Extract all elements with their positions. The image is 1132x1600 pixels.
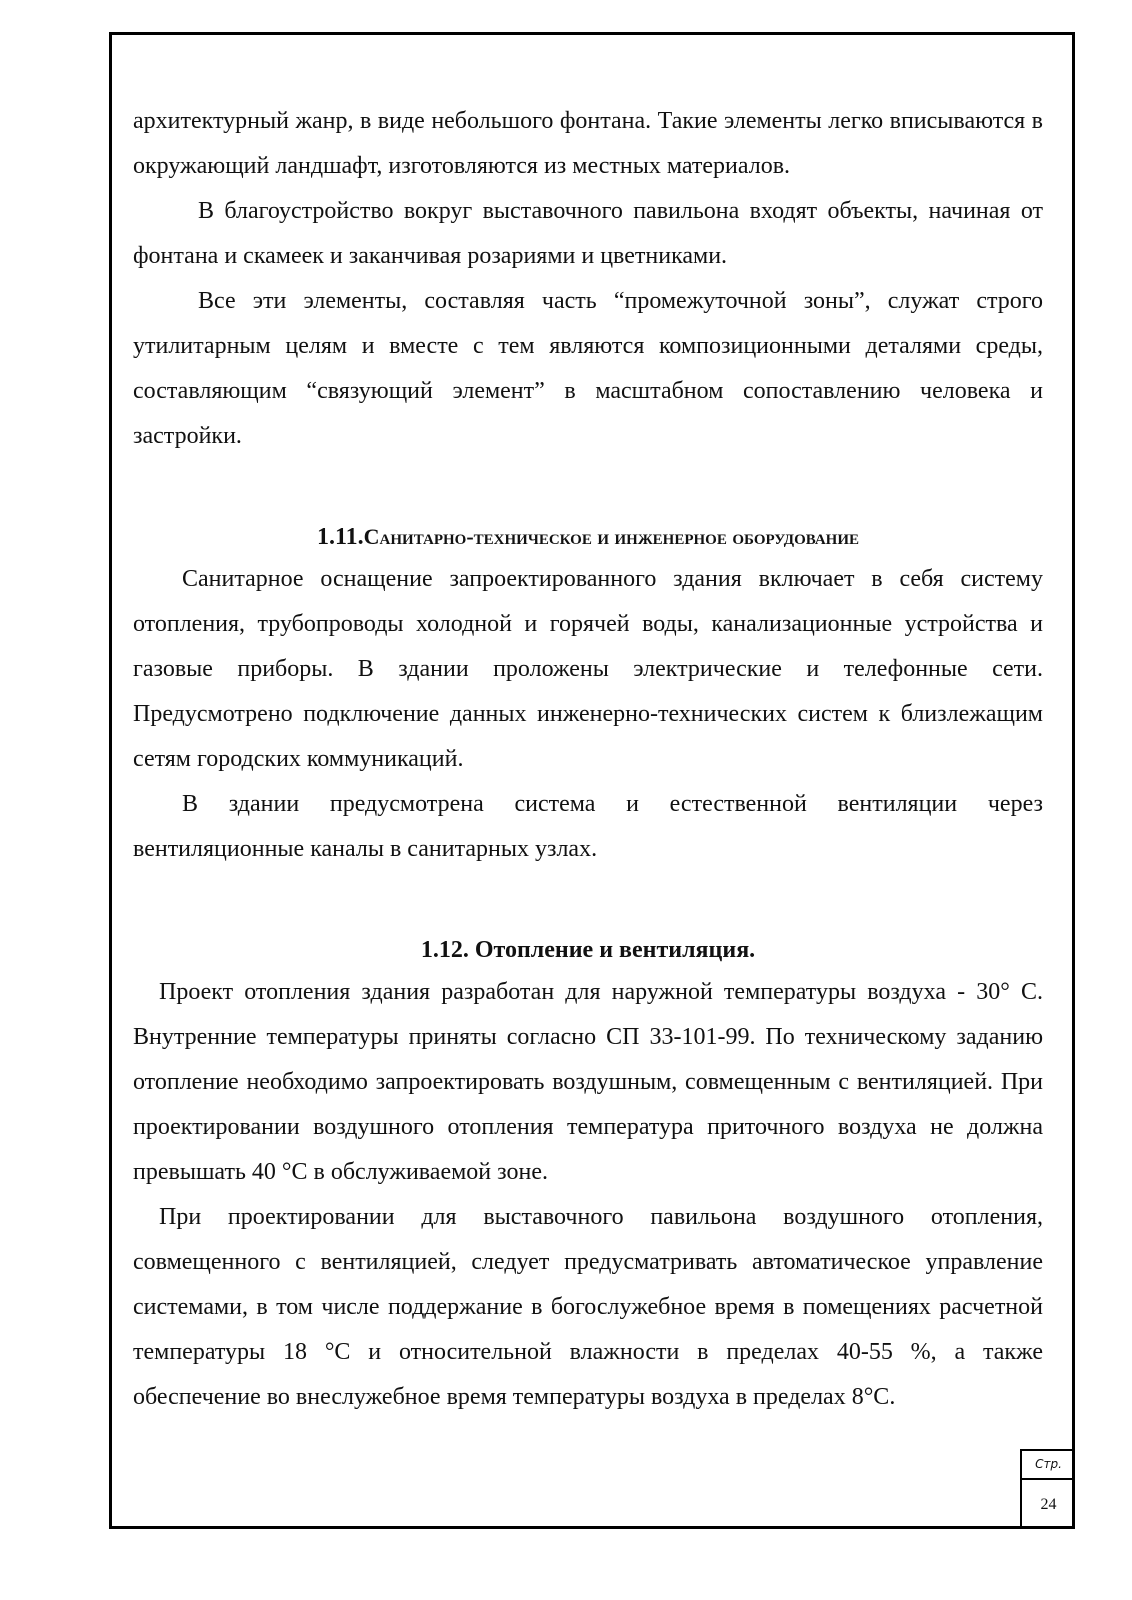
section-112-heading: 1.12. Отопление и вентиляция. (420, 937, 756, 963)
page-number: 24 (1040, 1496, 1057, 1513)
paragraph-landscaping: В благоустройство вокруг выставочного павильона входят объекты, начиная от фонтана и скамеек и заканчивая розариями и цветниками. (133, 198, 1043, 269)
paragraph-heating-design: При проектировании для выставочного павильона воздушного отопления, совмещенного с вентиляцией, следует предусматривать автоматическое управление системами, в том числе поддержание в богослужебное время в помещениях расчетной температуры 18 °С и относительной влажности в пределах 40-55 %, а также обеспечение во внеслужебное время температуры воздуха в пределах 8°С. (133, 1204, 1043, 1410)
paragraph-sanitary: Санитарное оснащение запроектированного здания включает в себя систему отопления, трубопроводы холодной и горячей воды, канализационные устройства и газовые приборы. В здании проложены электрические и телефонные сети. Предусмотрено подключение данных инженерно-технических систем к близлежащим сетям городских коммуникаций. (133, 566, 1043, 772)
paragraph-elements: Все эти элементы, составляя часть “промежуточной зоны”, служат строго утилитарным целям и вместе с тем являются композиционными деталями среды, составляющим “связующий элемент” в масштабном сопоставлению человека и застройки. (133, 288, 1043, 449)
section-111-heading (133, 517, 1043, 557)
section-111-title: Санитарно-техническое и инженерное оборудование (363, 524, 860, 549)
paragraph-heating-project: Проект отопления здания разработан для наружной температуры воздуха - 30° С. Внутренние температуры приняты согласно СП 33-101-99. По техническому заданию отопление необходимо запроектировать воздушным, совмещенным с вентиляцией. При проектировании воздушного отопления температура приточного воздуха не должна превышать 40 °С в обслуживаемой зоне. (133, 979, 1043, 1185)
section-111-number: 1.11. (316, 524, 364, 550)
paragraph-ventilation: В здании предусмотрена система и естественной вентиляции через вентиляционные каналы в санитарных узлах. (133, 791, 1043, 862)
paragraph-intro: архитектурный жанр, в виде небольшого фонтана. Такие элементы легко вписываются в окружающий ландшафт, изготовляются из местных материалов. (133, 108, 1043, 179)
stamp-label: Стр. (1022, 1451, 1075, 1480)
document-body (133, 99, 1043, 1420)
page-number-stamp (1020, 1449, 1075, 1529)
